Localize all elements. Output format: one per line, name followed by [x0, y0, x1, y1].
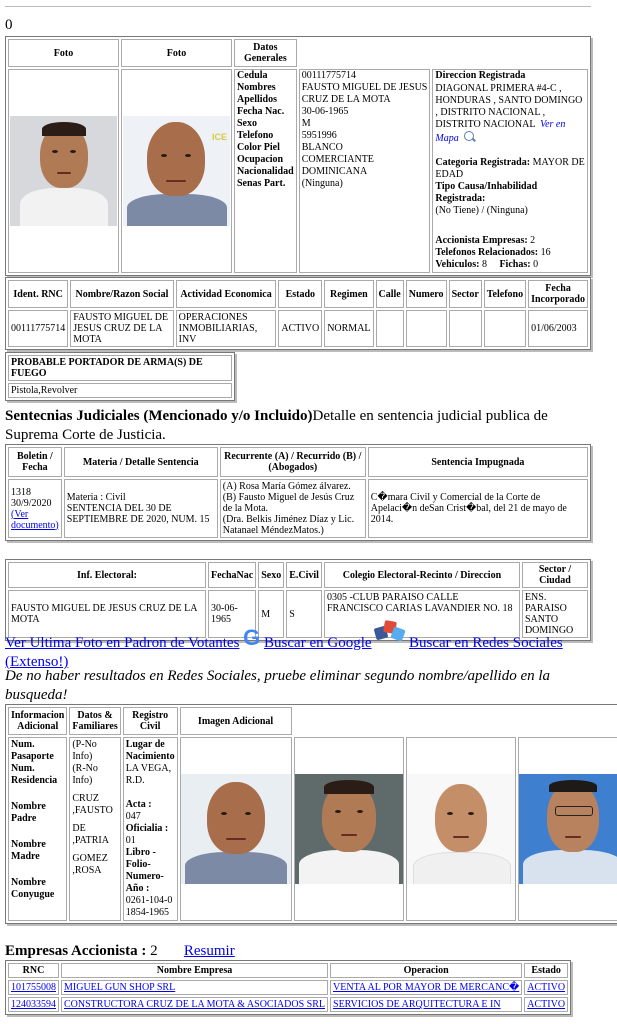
- empresa-estado-link[interactable]: ACTIVO: [527, 982, 566, 993]
- rnc-header-regimen: Regimen: [324, 280, 373, 308]
- empresa-row: [8, 997, 568, 1012]
- categoria-value: MAYOR DE EDAD: [435, 157, 585, 180]
- value-fecha-nac: 30-06-1965: [301, 106, 349, 117]
- sent-fecha: 30/9/2020: [11, 497, 52, 509]
- value-cedula: 00111775714: [301, 70, 356, 81]
- profile-address: [432, 69, 588, 273]
- emp-header-nombre: Nombre Empresa: [61, 963, 328, 978]
- value-senas: (Ninguna): [301, 178, 343, 189]
- person-photo-2: [123, 116, 230, 226]
- label-fecha-nac: Fecha Nac.: [237, 106, 285, 117]
- elect-header-fecha: FechaNac: [208, 562, 256, 588]
- rnc-row: [8, 310, 588, 347]
- fichas-label: Fichas:: [499, 259, 531, 270]
- sentencias-title-bold: Sentecnias Judiciales (Mencionado y/o Incluido): [5, 408, 313, 424]
- vehiculos-label: Vehiculos:: [435, 259, 480, 270]
- extra-photo-3: [407, 774, 515, 884]
- elect-header-inf: Inf. Electoral:: [8, 562, 206, 588]
- lugar-label: Lugar de Nacimiento: [125, 739, 175, 762]
- sent-header-boletin: Boletin / Fecha: [8, 447, 62, 477]
- value-residencia: (R-No Info): [72, 763, 98, 786]
- arma-value: Pistola,Revolver: [8, 383, 232, 398]
- direccion-label: Direccion Registrada: [435, 70, 526, 81]
- fam-header-registro: Registro Civil: [123, 707, 178, 735]
- rnc-header-estado: Estado: [278, 280, 322, 308]
- sent-cell-impugnada: C�mara Civil y Comercial de la Corte de Apelaci�n deSan Crist�bal, del 21 de mayo de 2014.: [368, 479, 588, 538]
- sent-header-impugnada: Sentencia Impugnada: [368, 447, 588, 477]
- rnc-cell-regimen: NORMAL: [324, 310, 373, 347]
- extra-photo-2: [295, 774, 403, 884]
- vehiculos-value: 8: [481, 259, 487, 270]
- redes-sociales-link[interactable]: Buscar en Redes Sociales: [409, 635, 563, 651]
- label-residencia: Num. Residencia: [11, 763, 58, 786]
- familia-table: [5, 704, 617, 924]
- rnc-header-nombre: Nombre/Razon Social: [70, 280, 173, 308]
- fam-datos: [69, 737, 120, 921]
- magnifier-icon[interactable]: [464, 131, 474, 141]
- tipo-causa-label: Tipo Causa/Inhabilidad Registrada:: [435, 181, 538, 204]
- extra-photo-1: [181, 774, 291, 884]
- google-icon[interactable]: G: [243, 625, 261, 650]
- empresas-title: [5, 942, 235, 961]
- profile-values: [299, 69, 431, 273]
- label-pasaporte: Num. Pasaporte: [11, 739, 54, 762]
- empresa-estado-link[interactable]: ACTIVO: [527, 999, 566, 1010]
- rnc-cell-sector: [449, 310, 482, 347]
- value-apellidos: CRUZ DE LA MOTA: [301, 94, 391, 105]
- oficialia-value: 01: [125, 835, 136, 846]
- sent-abogados: (Dra. Belkis Jiménez Díaz y Lic. Natanael MéndezMatos.): [222, 514, 355, 536]
- profile-labels: [234, 69, 297, 273]
- top-marker: 0: [5, 17, 13, 33]
- rnc-cell-calle: [376, 310, 404, 347]
- person-photo-1: [10, 116, 117, 226]
- fam-header-imagen: Imagen Adicional: [180, 707, 292, 735]
- elect-cell-fecha: 30-06-1965: [208, 590, 256, 638]
- elect-cell-sector: ENS. PARAISO SANTO DOMINGO: [522, 590, 588, 638]
- sentencias-table: [5, 444, 591, 541]
- acta-value: 047: [125, 811, 141, 822]
- ver-documento-link[interactable]: (Ver documento): [11, 508, 59, 531]
- sent-boletin: 1318: [11, 486, 31, 498]
- empresa-operacion-link[interactable]: VENTA AL POR MAYOR DE MERCANC�: [333, 982, 520, 993]
- empresa-row: [8, 980, 568, 995]
- emp-header-estado: Estado: [524, 963, 568, 978]
- libro-label: Libro - Folio- Numero- Año :: [125, 847, 164, 894]
- value-conyugue: GOMEZ ,ROSA: [72, 853, 108, 876]
- telefonos-value: 16: [540, 247, 551, 258]
- extenso-link[interactable]: (Extenso!): [5, 654, 69, 670]
- empresa-rnc-link[interactable]: 124033594: [11, 999, 56, 1010]
- sent-recurrente-a: (A) Rosa María Gómez álvarez.: [222, 481, 351, 492]
- rnc-header-ident: Ident. RNC: [8, 280, 68, 308]
- label-telefono: Telefono: [237, 130, 274, 141]
- label-color-piel: Color Piel: [237, 142, 280, 153]
- rnc-header-sector: Sector: [449, 280, 482, 308]
- photo-cell-2: [121, 69, 232, 273]
- label-madre: Nombre Madre: [11, 839, 46, 862]
- elect-cell-civil: S: [286, 590, 322, 638]
- elect-header-sexo: Sexo: [258, 562, 284, 588]
- rnc-cell-telefono: [484, 310, 526, 347]
- rnc-cell-actividad: OPERACIONES INMOBILIARIAS, INV: [176, 310, 277, 347]
- sent-header-materia: Materia / Detalle Sentencia: [64, 447, 218, 477]
- fichas-value: 0: [533, 259, 539, 270]
- value-telefono: 5951996: [301, 130, 337, 141]
- foto-padron-link[interactable]: Ver Ultima Foto en Padron de Votantes: [5, 635, 240, 651]
- sent-cell-materia: [64, 479, 218, 538]
- sent-cell-recurrente: [220, 479, 366, 538]
- extra-photo-cell-3: [406, 737, 516, 921]
- label-apellidos: Apellidos: [237, 94, 278, 105]
- redes-note: De no haber resultados en Redes Sociales, pruebe eliminar segundo nombre/apellido en la busqueda!: [5, 668, 551, 703]
- fam-header-datos: Datos & Familiares: [69, 707, 120, 735]
- emp-header-operacion: Operacion: [330, 963, 522, 978]
- social-networks-icon[interactable]: [375, 621, 405, 643]
- sent-recurrido-b: (B) Fausto Miguel de Jesús Cruz de la Mota.: [222, 492, 355, 514]
- sentencias-title: [5, 407, 595, 445]
- value-ocupacion: COMERCIANTE: [301, 154, 374, 165]
- rnc-table: [5, 277, 591, 350]
- photo-cell-1: [8, 69, 119, 273]
- label-ocupacion: Ocupacion: [237, 154, 284, 165]
- arma-header: PROBABLE PORTADOR DE ARMA(S) DE FUEGO: [8, 355, 232, 381]
- google-search-link[interactable]: Buscar en Google: [264, 635, 372, 651]
- empresas-table: [5, 960, 571, 1015]
- elect-header-colegio: Colegio Electoral-Recinto / Direccion: [324, 562, 520, 588]
- rnc-cell-ident: 00111775714: [8, 310, 68, 347]
- extra-photo-cell-4: [518, 737, 617, 921]
- label-padre: Nombre Padre: [11, 801, 46, 824]
- value-nombres: FAUSTO MIGUEL DE JESUS: [301, 82, 428, 93]
- categoria-label: Categoria Registrada:: [435, 157, 531, 168]
- rnc-cell-nombre: FAUSTO MIGUEL DE JESUS CRUZ DE LA MOTA: [70, 310, 173, 347]
- empresa-nombre-link[interactable]: CONSTRUCTORA CRUZ DE LA MOTA & ASOCIADOS SRL: [64, 999, 326, 1010]
- accionista-value: 2: [530, 235, 536, 246]
- label-nombres: Nombres: [237, 82, 276, 93]
- empresa-rnc-link[interactable]: 101755008: [11, 982, 56, 993]
- rnc-cell-fecha: 01/06/2003: [528, 310, 588, 347]
- extra-photo-cell-2: [294, 737, 404, 921]
- extra-photo-cell-1: [180, 737, 292, 921]
- elect-cell-nombre: FAUSTO MIGUEL DE JESUS CRUZ DE LA MOTA: [8, 590, 206, 638]
- rnc-header-actividad: Actividad Economica: [176, 280, 277, 308]
- label-cedula: Cedula: [237, 70, 268, 81]
- rnc-header-calle: Calle: [376, 280, 404, 308]
- value-pasaporte: (P-No Info): [72, 739, 97, 762]
- sent-materia: Materia : Civil: [66, 492, 126, 503]
- sent-detalle: SENTENCIA DEL 30 DE SEPTIEMBRE DE 2020, NUM. 15: [66, 503, 210, 525]
- fam-labels: [8, 737, 67, 921]
- fam-registro: [123, 737, 178, 921]
- resumir-link[interactable]: Resumir: [183, 943, 235, 959]
- oficialia-label: Oficialia :: [125, 823, 169, 834]
- fam-header-info: Informacion Adicional: [8, 707, 67, 735]
- emp-header-rnc: RNC: [8, 963, 59, 978]
- foto-header: Foto: [8, 39, 119, 67]
- extra-photo-4: [519, 774, 617, 884]
- rnc-header-telefono: Telefono: [484, 280, 526, 308]
- sentencia-row: [8, 479, 588, 538]
- acta-label: Acta :: [125, 799, 152, 810]
- rnc-cell-estado: ACTIVO: [278, 310, 322, 347]
- sent-cell-boletin: [8, 479, 62, 538]
- top-rule: [5, 6, 591, 7]
- datos-header: Datos Generales: [234, 39, 297, 67]
- value-sexo: M: [301, 118, 311, 129]
- empresas-count: 2: [150, 943, 158, 959]
- photo-watermark: ICE: [211, 132, 227, 142]
- accionista-label: Accionista Empresas:: [435, 235, 528, 246]
- sentencias-title-rest: Detalle en sentencia judicial publica de Suprema Corte de Justicia.: [5, 408, 548, 443]
- lugar-value: LA VEGA, R.D.: [125, 763, 172, 786]
- rnc-header-numero: Numero: [406, 280, 447, 308]
- search-links: [5, 621, 605, 672]
- label-senas: Senas Part.: [237, 178, 286, 189]
- value-padre: CRUZ ,FAUSTO: [72, 793, 113, 816]
- telefonos-label: Telefonos Relacionados:: [435, 247, 539, 258]
- value-color-piel: BLANCO: [301, 142, 343, 153]
- libro-value: 0261-104-01854-1965: [125, 895, 173, 918]
- label-sexo: Sexo: [237, 118, 257, 129]
- foto-header-2: Foto: [121, 39, 232, 67]
- elect-header-civil: E.Civil: [286, 562, 322, 588]
- label-conyugue: Nombre Conyugue: [11, 877, 55, 900]
- rnc-header-fecha: Fecha Incorporado: [528, 280, 588, 308]
- empresas-label: Empresas Accionista :: [5, 943, 147, 959]
- elect-header-sector: Sector / Ciudad: [522, 562, 588, 588]
- elect-cell-colegio: 0305 -CLUB PARAISO CALLE FRANCISCO CARIAS LAVANDIER NO. 18: [324, 590, 520, 638]
- profile-table: [5, 36, 591, 276]
- rnc-cell-numero: [406, 310, 447, 347]
- direccion-value: DIAGONAL PRIMERA #4-C , HONDURAS , SANTO DOMINGO , DISTRITO NACIONAL , DISTRITO NACIONAL: [435, 83, 583, 130]
- value-madre: DE ,PATRIA: [72, 823, 109, 846]
- sent-header-recurrente: Recurrente (A) / Recurrido (B) / (Abogados): [220, 447, 366, 477]
- empresa-operacion-link[interactable]: SERVICIOS DE ARQUITECTURA E IN: [333, 999, 501, 1010]
- arma-table: [5, 352, 235, 401]
- glasses-icon: [555, 806, 593, 816]
- elect-cell-sexo: M: [258, 590, 284, 638]
- label-nacionalidad: Nacionalidad: [237, 166, 294, 177]
- value-nacionalidad: DOMINICANA: [301, 166, 368, 177]
- tipo-causa-value: (No Tiene) / (Ninguna): [435, 205, 528, 216]
- ver-mapa-link[interactable]: Ver en Mapa: [435, 119, 566, 144]
- empresa-nombre-link[interactable]: MIGUEL GUN SHOP SRL: [64, 982, 176, 993]
